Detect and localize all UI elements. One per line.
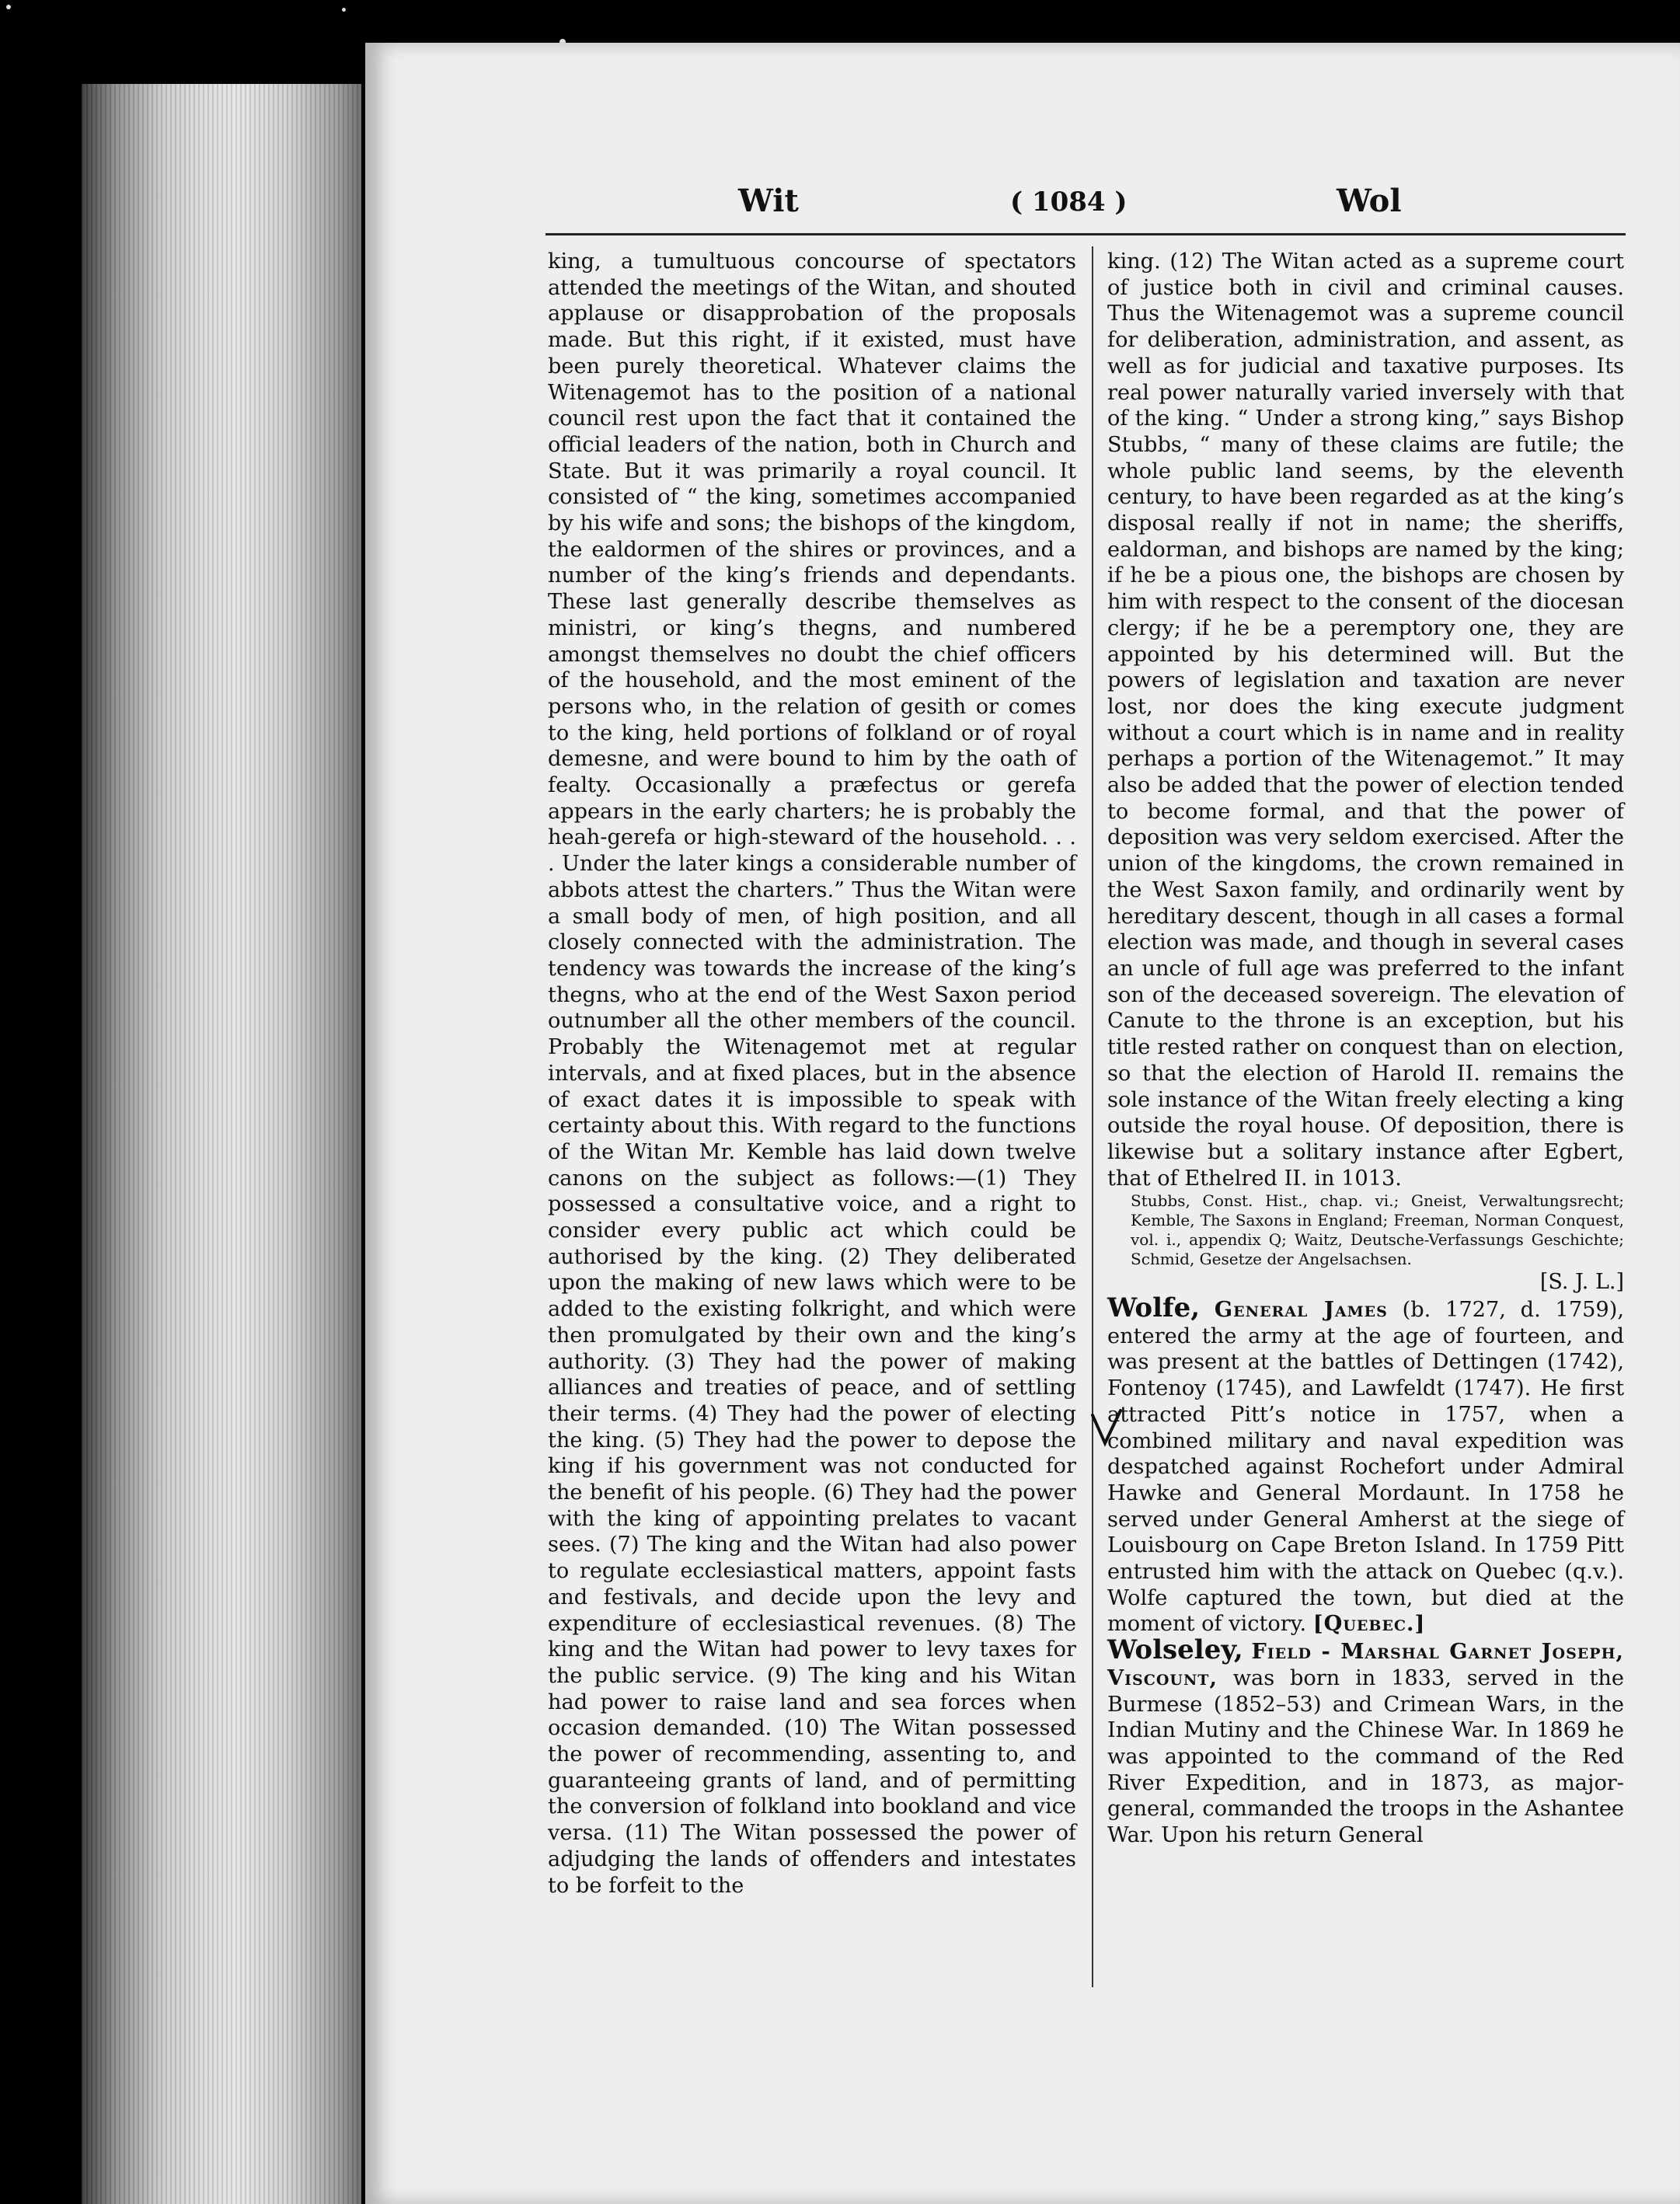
entry-headword-wolfe: Wolfe,: [1107, 1292, 1201, 1324]
header-rule: [545, 233, 1626, 235]
column-divider: [1092, 246, 1093, 1987]
left-column: [548, 249, 1076, 1899]
author-signature: [S. J. L.]: [1539, 1270, 1624, 1295]
dust-speck: [6, 5, 11, 9]
references: Stubbs, Const. Hist., chap. vi.; Gneist, Verwaltungsrecht; Kemble, The Saxons in England; Freeman, Norman Conquest, vol. i., appendix Q; Waitz, Deutsche-Verfassungs Geschichte; Schmid, Gesetze der Angelsachsen.: [1131, 1191, 1624, 1269]
right-column: [1107, 249, 1624, 1849]
entry-wolfe: [1107, 1292, 1624, 1637]
running-header-right: Wol: [1337, 183, 1402, 219]
running-header-left: Wit: [738, 183, 799, 219]
entry-title-wolseley: Field - Marshal Garnet Joseph, Viscount,: [1107, 1639, 1624, 1690]
entry-body-wolfe: entered the army at the age of fourteen, and was present at the battles of Dettingen (1742), Fontenoy (1745), and Lawfeldt (1747). He first attracted Pitt’s notice in 1757, when a combined military and naval expedition was despatched against Rochefort under Admiral Hawke and General Mordaunt. In 1758 he served under General Amherst at the siege of Louisbourg on Cape Breton Island. In 1759 Pitt entrusted him with the attack on Quebec (q.v.). Wolfe captured the town, but died at the moment of victory.: [1107, 1323, 1624, 1637]
entry-body-wolseley: was born in 1833, served in the Burmese (1852–53) and Crimean Wars, in the Indian Mutiny and the Chinese War. In 1869 he was appointed to the command of the Red River Expedition, and in 1873, as major-general, commanded the troops in the Ashantee War. Upon his return General: [1107, 1665, 1624, 1848]
entry-title-wolfe: General James: [1214, 1297, 1388, 1323]
cross-reference-quebec: [Quebec.]: [1312, 1611, 1426, 1637]
handwritten-check-mark: [1089, 1409, 1124, 1448]
entry-wolseley: [1107, 1634, 1624, 1849]
book-spine-edge: [82, 84, 361, 2204]
book-page: [365, 43, 1680, 2204]
dust-speck: [342, 8, 346, 12]
entry-dates-wolfe: (b. 1727, d. 1759),: [1402, 1298, 1624, 1323]
witan-article-text-left: king, a tumultuous concourse of spectators attended the meetings of the Witan, and shouted applause or disapprobation of the proposals made. But this right, if it existed, must have been purely theoretical. Whatever claims the Witenagemot has to the position of a national council rest upon the fact that it contained the official leaders of the nation, both in Church and State. But it was primarily a royal council. It consisted of “ the king, sometimes accompanied by his wife and sons; the bishops of the kingdom, the ealdormen of the shires or provinces, and a number of the king’s friends and dependants. These last generally describe themselves as ministri, or king’s thegns, and numbered amongst themselves no doubt the chief officers of the household, and the most eminent of the persons who, in the relation of gesith or comes to the king, held portions of folkland or of royal demesne, and were bound to him by the oath of fealty. Occasionally a præfectus or gerefa appears in the early charters; he is probably the heah-gerefa or high-steward of the household. . . . Under the later kings a considerable number of abbots attest the charters.” Thus the Witan were a small body of men, of high position, and all closely connected with the administration. The tendency was towards the increase of the king’s thegns, who at the end of the West Saxon period outnumber all the other members of the council. Probably the Witenagemot met at regular intervals, and at fixed places, but in the absence of exact dates it is impossible to speak with certainty about this. With regard to the functions of the Witan Mr. Kemble has laid down twelve canons on the subject as follows:—(1) They possessed a consultative voice, and a right to consider every public act which could be authorised by the king. (2) They deliberated upon the making of new laws which were to be added to the existing folkright, and which were then promulgated by their own and the king’s authority. (3) They had the power of making alliances and treaties of peace, and of settling their terms. (4) They had the power of electing the king. (5) They had the power to depose the king if his government was not conducted for the benefit of his people. (6) They had the power with the king of appointing prelates to vacant sees. (7) The king and the Witan had also power to regulate ecclesiastical matters, appoint fasts and festivals, and decide upon the levy and expenditure of ecclesiastical revenues. (8) The king and the Witan had power to levy taxes for the public service. (9) The king and his Witan had power to raise land and sea forces when occasion demanded. (10) The Witan possessed the power of recommending, assenting to, and guaranteeing grants of land, and of permitting the conversion of folkland into bookland and vice versa. (11) The Witan possessed the power of adjudging the lands of offenders and intestates to be forfeit to the: [548, 249, 1076, 1898]
page-number: ( 1084 ): [1010, 187, 1128, 218]
witan-article-text-right: king. (12) The Witan acted as a supreme court of justice both in civil and criminal causes. Thus the Witenagemot was a supreme council for deliberation, administration, and assent, as well as for judicial and taxative purposes. Its real power naturally varied inversely with that of the king. “ Under a strong king,” says Bishop Stubbs, “ many of these claims are futile; the whole public land seems, by the eleventh century, to have been regarded as at the king’s disposal really if not in name; the sheriffs, ealdorman, and bishops are named by the king; if he be a pious one, the bishops are chosen by him with respect to the consent of the diocesan clergy; if he be a peremptory one, they are appointed by his determined will. But the powers of legislation and taxation are never lost, nor does the king execute judgment without a court which is in name and in reality perhaps a portion of the Witenagemot.” It may also be added that the power of election tended to become formal, and that the power of deposition was very seldom exercised. After the union of the kingdoms, the crown remained in the West Saxon family, and ordinarily went by hereditary descent, though in all cases a formal election was made, and though in several cases an uncle of full age was preferred to the infant son of the deceased sovereign. The elevation of Canute to the throne is an exception, but his title rested rather on conquest than on election, so that the election of Harold II. remains the sole instance of the Witan freely electing a king outside the royal house. Of deposition, there is likewise but a solitary instance after Egbert, that of Ethelred II. in 1013.: [1107, 249, 1624, 1191]
entry-headword-wolseley: Wolseley,: [1107, 1634, 1243, 1666]
